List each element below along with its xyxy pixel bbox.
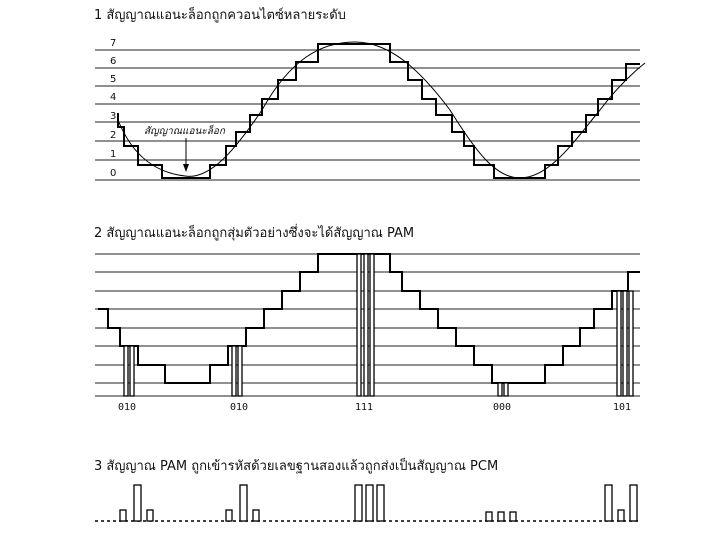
level-label-7: 7 (110, 38, 117, 49)
pam-pulse (370, 254, 374, 396)
annotation-arrowhead (183, 164, 189, 172)
step1-caption: 1 สัญญาณแอนะล็อกถูกควอนไตซ์หลายระดับ (94, 8, 346, 23)
level-labels (110, 38, 116, 179)
pam-pulse (232, 346, 236, 396)
pam-sample-pulses (124, 254, 633, 396)
pcm-pulse (355, 485, 362, 521)
pcm-pulse (486, 512, 492, 521)
pcm-pulse (240, 485, 247, 521)
sample-code-labels (118, 402, 631, 413)
step2-caption: 2 สัญญาณแอนะล็อกถูกสุ่มตัวอย่างซึ่งจะได้สัญญาณ PAM (94, 226, 415, 241)
pam-pulse (357, 254, 361, 396)
quantized-staircase (118, 44, 640, 178)
sample-code-3: 111 (355, 402, 374, 413)
step3-caption: 3 สัญญาณ PAM ถูกเข้ารหัสด้วยเลขฐานสองแล้วถูกส่งเป็นสัญญาณ PCM (94, 459, 499, 474)
pcm-pulse (253, 510, 259, 521)
sample-code-4: 000 (493, 402, 512, 413)
pam-staircase (98, 254, 640, 383)
pam-pulse (238, 346, 242, 396)
pcm-pulse (377, 485, 384, 521)
pcm-pulses (120, 485, 637, 521)
pcm-pulse (120, 510, 126, 521)
pam-pulse (124, 346, 128, 396)
pcm-pulse (605, 485, 612, 521)
sample-code-5: 101 (613, 402, 632, 413)
pam-pulse (617, 291, 621, 396)
pcm-pulse (147, 510, 153, 521)
pcm-pulse (498, 512, 504, 521)
pcm-pulse (618, 510, 624, 521)
pam-pulse (629, 291, 633, 396)
level-label-5: 5 (110, 74, 117, 85)
analog-signal-curve (118, 42, 645, 178)
pam-pulse (130, 346, 134, 396)
level-label-0: 0 (110, 168, 117, 179)
level-label-4: 4 (110, 92, 117, 103)
level-label-2: 2 (110, 130, 117, 141)
sample-code-1: 010 (118, 402, 137, 413)
level-label-6: 6 (110, 56, 117, 67)
level-label-3: 3 (110, 111, 117, 122)
pcm-pulse (226, 510, 232, 521)
pcm-pulse (134, 485, 141, 521)
sample-code-2: 010 (230, 402, 249, 413)
pam-pulse (364, 254, 368, 396)
analog-signal-annotation: สัญญาณแอนะล็อก (144, 126, 225, 137)
pam-pulse (498, 383, 502, 396)
pcm-pulse (510, 512, 516, 521)
level-label-1: 1 (110, 149, 117, 160)
pam-pulse (623, 291, 627, 396)
pam-pulse (504, 383, 508, 396)
pcm-pulse (630, 485, 637, 521)
pcm-pulse (366, 485, 373, 521)
